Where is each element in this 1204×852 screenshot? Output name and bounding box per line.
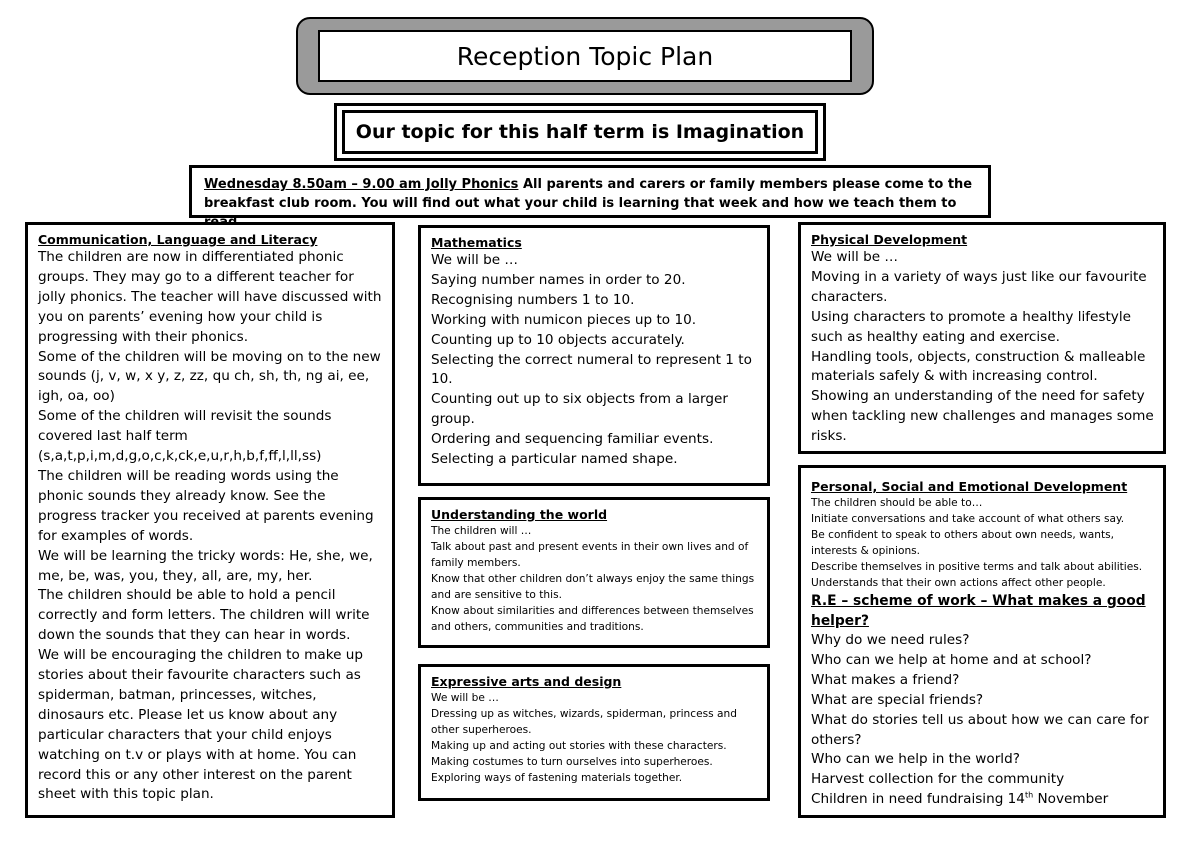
panel-line: Some of the children will revisit the sounds covered last half term (s,a,t,p,i,m,d,g,o,c,k,ck,e,u,r,h,b,f,ff,l,ll,ss) bbox=[38, 408, 332, 465]
re-line: Harvest collection for the community bbox=[811, 771, 1065, 788]
re-fundraising-text: Children in need fundraising 14 bbox=[811, 791, 1025, 808]
panel-expressive-arts-design bbox=[418, 664, 770, 801]
panel-personal-social-emotional bbox=[798, 465, 1166, 818]
re-line: Why do we need rules? bbox=[811, 632, 970, 648]
panel-line: Exploring ways of fastening materials together. bbox=[431, 772, 683, 784]
panel-line: Counting up to 10 objects accurately. bbox=[431, 331, 685, 348]
re-fundraising-end: November bbox=[1033, 791, 1109, 808]
panel-line: Describe themselves in positive terms and talk about abilities. bbox=[811, 561, 1143, 573]
panel-line: Recognising numbers 1 to 10. bbox=[431, 291, 635, 308]
panel-line: The children should be able to hold a pencil correctly and form letters. The children will write down the sounds that they can hear in words. bbox=[38, 587, 370, 644]
panel-heading: Communication, Language and Literacy bbox=[38, 232, 318, 247]
panel-line: Selecting the correct numeral to represent 1 to 10. bbox=[431, 351, 752, 388]
panel-line: The children will be reading words using the phonic sounds they already know. See the progress tracker you received at parents evening for examples of words. bbox=[38, 467, 374, 544]
panel-line: Be confident to speak to others about own needs, wants, interests & opinions. bbox=[811, 529, 1114, 557]
re-line: What do stories tell us about how we can care for others? bbox=[811, 711, 1149, 748]
panel-line: We will be … bbox=[431, 692, 499, 704]
panel-line: Ordering and sequencing familiar events. bbox=[431, 431, 714, 448]
notice-text: All parents and carers or family members please come to the breakfast club room. You will find out what your child is learning that week and how we teach them to bbox=[204, 177, 973, 211]
panel-mathematics bbox=[418, 225, 770, 486]
re-line: Who can we help at home and at school? bbox=[811, 651, 1092, 668]
panel-line: Counting out up to six objects from a larger group. bbox=[431, 391, 728, 428]
panel-line: We will be learning the tricky words: He, she, we, me, be, was, you, they, all, are, my, her. bbox=[38, 547, 373, 584]
panel-line: Saying number names in order to 20. bbox=[431, 271, 686, 288]
topic-heading: Our topic for this half term is Imagination bbox=[342, 110, 818, 154]
page-title: Reception Topic Plan bbox=[318, 30, 852, 82]
re-line-fundraising bbox=[811, 790, 1155, 810]
panel-line: Working with numicon pieces up to 10. bbox=[431, 311, 697, 328]
panel-physical-development bbox=[798, 222, 1166, 454]
jolly-phonics-notice bbox=[189, 165, 991, 218]
panel-line: We will be … bbox=[811, 249, 899, 265]
panel-line: We will be encouraging the children to make up stories about their favourite characters such as spiderman, batman, princesses, witches, dinosaurs etc. Please let us know about any particular characters that your child enjoys watching on t.v or plays with at home. You can record this or any other interest on the parent sheet with this topic plan. bbox=[38, 647, 364, 803]
panel-line: Selecting a particular named shape. bbox=[431, 451, 678, 468]
panel-line: Know that other children don’t always enjoy the same things and are sensitive to this. bbox=[431, 573, 755, 601]
panel-line: Using characters to promote a healthy lifestyle such as healthy eating and exercise. bbox=[811, 308, 1131, 345]
panel-heading: Mathematics bbox=[431, 235, 522, 250]
panel-line: Some of the children will be moving on to the new sounds (j, v, w, x y, z, zz, qu ch, sh, th, ng ai, ee, igh, oa, oo) bbox=[38, 348, 381, 405]
panel-understanding-the-world bbox=[418, 497, 770, 648]
panel-line: Moving in a variety of ways just like our favourite characters. bbox=[811, 268, 1147, 305]
panel-heading: Expressive arts and design bbox=[431, 674, 622, 689]
panel-line: Making costumes to turn ourselves into superheroes. bbox=[431, 756, 713, 768]
panel-line: Talk about past and present events in their own lives and of family members. bbox=[431, 541, 749, 569]
re-line: Who can we help in the world? bbox=[811, 751, 1020, 768]
panel-line: The children are now in differentiated phonic groups. They may go to a different teacher for jolly phonics. The teacher will have discussed with you on parents’ evening how your child is progressing with their phonics. bbox=[38, 249, 382, 345]
panel-line: Understands that their own actions affect other people. bbox=[811, 577, 1106, 589]
re-heading: R.E – scheme of work – What makes a good helper? bbox=[811, 593, 1146, 629]
re-fundraising-sup: th bbox=[1024, 790, 1034, 800]
panel-line: Handling tools, objects, construction & malleable materials safely & with increasing control. bbox=[811, 348, 1146, 385]
re-line: What are special friends? bbox=[811, 691, 984, 708]
panel-line: Initiate conversations and take account of what others say. bbox=[811, 513, 1125, 525]
panel-communication-language-literacy bbox=[25, 222, 395, 818]
panel-line: The children should be able to… bbox=[811, 497, 983, 509]
panel-line: Making up and acting out stories with these characters. bbox=[431, 740, 727, 752]
panel-line: We will be … bbox=[431, 252, 519, 268]
panel-line: The children will … bbox=[431, 525, 532, 537]
notice-highlight: Wednesday 8.50am – 9.00 am Jolly Phonics bbox=[204, 177, 519, 192]
panel-line: Dressing up as witches, wizards, spiderman, princess and other superheroes. bbox=[431, 708, 737, 736]
panel-line: Showing an understanding of the need for safety when tackling new challenges and manages some risks. bbox=[811, 388, 1154, 445]
panel-heading: Personal, Social and Emotional Development bbox=[811, 479, 1128, 494]
panel-heading: Understanding the world bbox=[431, 507, 608, 522]
re-line: What makes a friend? bbox=[811, 671, 960, 688]
panel-line: Know about similarities and differences between themselves and others, communities and traditions. bbox=[431, 605, 754, 633]
panel-heading: Physical Development bbox=[811, 232, 968, 247]
